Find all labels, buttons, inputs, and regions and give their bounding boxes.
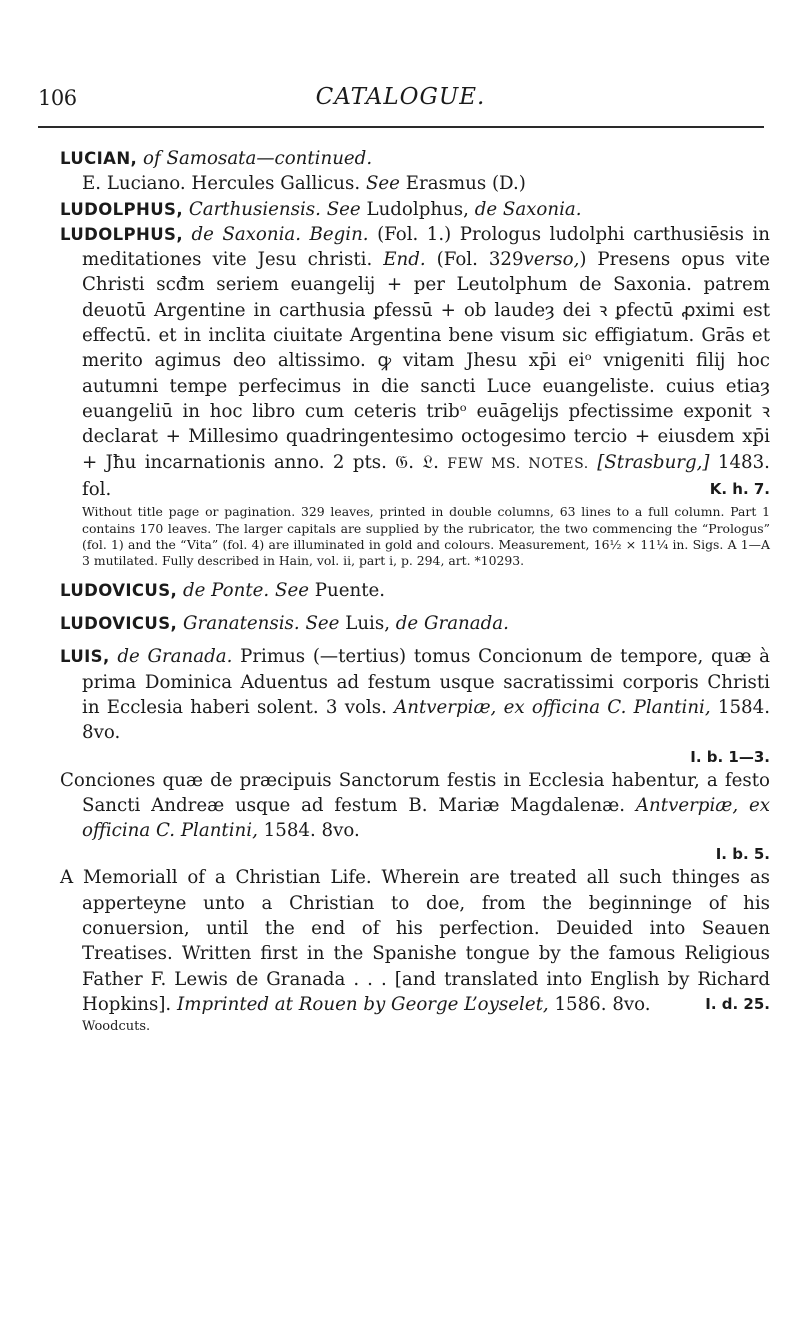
entry-subtitle: Granatensis. (182, 613, 300, 635)
entry-text: E. Luciano. Hercules Gallicus. (82, 173, 361, 195)
see-label: See (365, 173, 400, 195)
entry-subtitle: de Granada. (117, 646, 233, 668)
cross-reference-qualifier: de Saxonia. (474, 198, 582, 220)
end-label: End. (383, 249, 426, 271)
entry-ludovicus-granatensis (60, 611, 770, 636)
begin-label: Begin. (309, 223, 369, 245)
cross-reference: Ludolphus, (366, 198, 469, 220)
entry-lucian (60, 146, 770, 171)
shelf-mark: I. b. 1—3. (690, 747, 770, 766)
entry-lucian-line (60, 171, 770, 196)
imprint-place: Antverpiæ, ex officina C. Plantini, (394, 696, 711, 718)
begin-text: (Fol. 1.) Prologus ludolphi carthusiēsis in meditationes vite Jesu christi. (82, 223, 770, 271)
entry-subtitle: Carthusiensis. (188, 198, 321, 220)
entry-memoriall (60, 865, 770, 1017)
entry-heading: LUIS, (60, 647, 110, 667)
imprint-place: Antverpiæ, ex officina C. Plantini, (82, 794, 770, 842)
imprint: 1483. fol. (82, 451, 770, 500)
verso-label: verso, (523, 249, 580, 271)
entry-ludolphus-carthusiensis (60, 197, 770, 222)
cross-reference: Luis, (345, 613, 390, 635)
running-head: CATALOGUE. (315, 84, 486, 110)
header-rule (38, 126, 764, 128)
entry-heading: LUDOVICUS, (60, 580, 178, 600)
shelf-mark-line (60, 746, 770, 768)
bibliographic-note: Without title page or pagination. 329 leaves, printed in double columns, 63 lines to a full column. Part 1 contains 170 leaves. The larger capitals are supplied by the rubricator, the two commencing the “Prologus” (fol. 1) and the “Vita” (fol. 4) are illuminated in gold and colours. Measurement, 16½ × 11¼ in. Sigs. A 1—A 3 mutilated. Fully described in Hain, vol. ii, part i, p. 294, art. *10293. (82, 504, 770, 569)
imprint-place: [Strasburg,] (597, 451, 710, 473)
shelf-mark-line (60, 843, 770, 865)
end-folio: (Fol. 329 (436, 249, 524, 271)
entry-text: A Memoriall of a Christian Life. Wherein are treated all such thinges as apperteyne unto a Christian to doe, from the beginninge of his conuersion, until the end of his perfection. Deuided into Seauen Treatises. Written first in the Spanishe tongue by the famous Religious Father F. Lewis de Granada . . . [and translated into English by Richard Hopkins]. (60, 867, 770, 1015)
catalogue-entries (60, 146, 770, 1037)
entry-subtitle: de Ponte. (182, 579, 270, 601)
cross-reference: Erasmus (D.) (405, 173, 526, 195)
imprint: 1584. 8vo. (263, 820, 360, 842)
see-label: See (274, 579, 309, 601)
page-number: 106 (38, 86, 77, 110)
shelf-mark: I. b. 5. (715, 845, 770, 864)
entry-text: Primus (—tertius) tomus Concionum de tempore, quæ à prima Dominica Aduentus ad festum usque sacratissimi corporis Christi in Ecclesia haberi solent. 3 vols. (82, 646, 770, 718)
imprint: 1584. 8vo. (82, 696, 770, 744)
entry-ludovicus-de-ponte (60, 578, 770, 603)
see-label: See (326, 198, 361, 220)
entry-ludolphus-de-saxonia (60, 222, 770, 502)
cross-reference-qualifier: de Granada. (395, 613, 509, 635)
entry-heading: LUDOVICUS, (60, 614, 178, 634)
entry-text: Conciones quæ de præcipuis Sanctorum festis in Ecclesia habentur, a festo Sancti Andreæ usque ad festum B. Mariæ Magdalenæ. (60, 769, 770, 816)
entry-subtitle: de Saxonia. (191, 223, 302, 245)
entry-conciones (60, 768, 770, 844)
entry-heading: LUCIAN, (60, 149, 138, 168)
entry-heading: LUDOLPHUS, (60, 224, 184, 244)
imprint-place: Imprinted at Rouen by George L’oyselet, (177, 993, 549, 1015)
entry-heading: LUDOLPHUS, (60, 199, 184, 219)
imprint: 1586. 8vo. (554, 993, 651, 1015)
woodcuts-note: Woodcuts. (82, 1019, 151, 1035)
shelf-mark: K. h. 7. (709, 479, 770, 498)
entry-luis-de-granada (60, 644, 770, 745)
see-label: See (305, 613, 340, 635)
shelf-mark: I. d. 25. (705, 994, 770, 1013)
few-ms-notes: FEW MS. NOTES. (447, 455, 589, 472)
entry-subtitle: of Samosata—continued. (143, 148, 373, 169)
cross-reference: Puente. (314, 579, 386, 601)
end-text: ) Presens opus vite Christi scđm seriem euangelij + per Leutolphum de Saxonia. patrem deuotū Argentine in carthusia ꝑfessū + ob laudeȝ dei ꝛ ꝑfectū ꝓximi est effectū. et in inclita ciuitate Argentina bene visum sic effigiatum. Grās et merito agimus deo altissimo. ꝙ vitam Jhesu xp̄i eiᵒ vnigeniti filij hoc autumni tempe perfecimus in die sancti Luce euangeliste. cuius etiaȝ euangeliū in hoc libro cum ceteris tribᵒ euāgelijs pfectissime exponit ꝛ declarat + Millesimo quadringentesimo octogesimo tercio + eiusdem xp̄i + Jħu incarnationis anno. 2 pts. 𝔊. 𝔏. (82, 249, 770, 473)
